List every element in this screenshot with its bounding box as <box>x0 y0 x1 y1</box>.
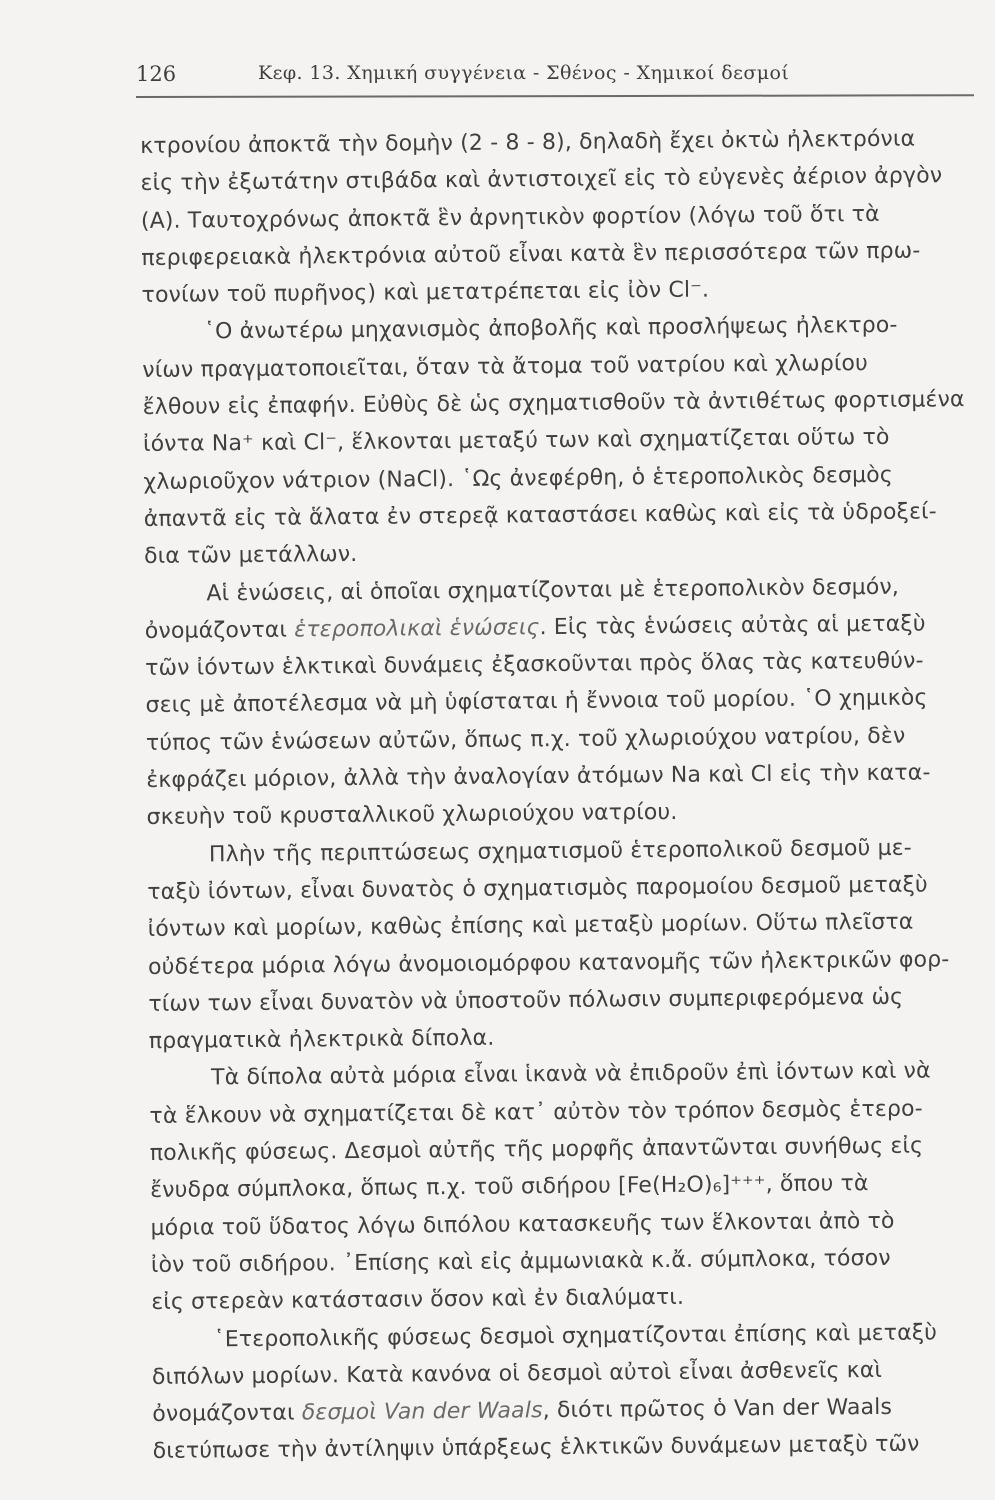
paragraph-first-line: Αἱ ἑνώσεις, αἱ ὁποῖαι σχηματίζονται μὲ ἑτεροπολικὸν δεσμόν, <box>206 574 900 606</box>
page-number: 126 <box>136 62 177 86</box>
text-line: εἰς τὴν ἐξωτάτην στιβάδα καὶ ἀντιστοιχεῖ εἰς τὸ εὐγενὲς ἀέριον ἀργὸν <box>140 163 943 197</box>
text-line: πολικῆς φύσεως. Δεσμοὶ αὐτῆς τῆς μορφῆς ἀπαντῶνται συνήθως εἰς <box>149 1133 924 1166</box>
text-line: εἰς στερεὰν κατάστασιν ὅσον καὶ ἐν διαλύματι. <box>151 1285 685 1316</box>
text-line: τονίων τοῦ πυρῆνος) καὶ μετατρέπεται εἰς ἰὸν Cl⁻. <box>141 277 710 309</box>
text-line: διπόλων μορίων. Κατὰ κανόνα οἱ δεσμοὶ αὐτοὶ εἶναι ἀσθενεῖς καὶ <box>151 1357 883 1390</box>
text-line: τὰ ἕλκουν νὰ σχηματίζεται δὲ κατ᾽ αὐτὸν τὸν τρόπον δεσμὸς ἑτερο- <box>149 1096 923 1129</box>
paragraph-first-line: ῾Ετεροπολικῆς φύσεως δεσμοὶ σχηματίζονται ἐπίσης καὶ μεταξὺ <box>213 1319 938 1352</box>
paragraph-first-line: Πλὴν τῆς περιπτώσεως σχηματισμοῦ ἑτεροπολικοῦ δεσμοῦ με- <box>208 835 912 868</box>
text-line: νίων πραγματοποιεῖται, ὅταν τὰ ἄτομα τοῦ νατρίου καὶ χλωρίου <box>142 350 869 383</box>
paragraph-first-line: Τὰ δίπολα αὐτὰ μόρια εἶναι ἱκανὰ νὰ ἐπιδροῦν ἐπὶ ἰόντων καὶ νὰ <box>211 1058 931 1091</box>
text-line: διετύπωσε τὴν ἀντίληψιν ὑπάρξεως ἑλκτικῶν δυνάμεων μεταξὺ τῶν <box>152 1431 920 1465</box>
text-line: ἔλθουν εἰς ἐπαφήν. Εὐθὺς δὲ ὡς σχηματισθοῦν τὰ ἀντιθέτως φορτισμένα <box>142 387 965 421</box>
italic-term: ἑτεροπολικαὶ ἑνώσεις <box>294 615 540 643</box>
text-line: ἔνυδρα σύμπλοκα, ὅπως π.χ. τοῦ σιδήρου [Fe(H₂O)₆]⁺⁺⁺, ὅπου τὰ <box>150 1171 869 1204</box>
text-line: ἰόντων καὶ μορίων, καθὼς ἐπίσης καὶ μεταξὺ μορίων. Οὕτω πλεῖστα <box>147 909 914 943</box>
body-text <box>140 120 993 1471</box>
paragraph-first-line: ῾Ο ἀνωτέρω μηχανισμὸς ἀποβολῆς καὶ προσλήψεως ἠλεκτρο- <box>203 313 898 345</box>
text-line: τύπος τῶν ἑνώσεων αὐτῶν, ὅπως π.χ. τοῦ χλωριούχου νατρίου, δὲν <box>145 723 906 756</box>
text-line: ἀπαντᾶ εἰς τὰ ἅλατα ἐν στερεᾷ καταστάσει καθὼς καὶ εἰς τὰ ὑδροξεί- <box>143 499 937 532</box>
text-line: ἰὸν τοῦ σιδήρου. ᾽Επίσης καὶ εἰς ἀμμωνιακὰ κ.ἄ. σύμπλοκα, τόσον <box>150 1245 891 1278</box>
text-line: σεις μὲ ἀποτέλεσμα νὰ μὴ ὑφίσταται ἡ ἔννοια τοῦ μορίου. ῾Ο χημικὸς <box>145 685 928 719</box>
text-line: (Α). Ταυτοχρόνως ἀποκτᾶ ἓν ἀρνητικὸν φορτίον (λόγω τοῦ ὅτι τὰ <box>140 201 880 234</box>
text-line: περιφερειακὰ ἠλεκτρόνια αὐτοῦ εἶναι κατὰ ἓν περισσότερα τῶν πρω- <box>141 238 921 271</box>
text-line: μόρια τοῦ ὕδατος λόγω διπόλου κατασκευῆς των ἕλκονται ἀπὸ τὸ <box>150 1208 895 1241</box>
italic-term: δεσμοὶ Van der Waals <box>301 1398 543 1426</box>
text-segment: ὀνομάζονται <box>144 617 295 644</box>
text-segment: . Εἰς τὰς ἑνώσεις αὐτὰς αἱ μεταξὺ <box>539 611 926 641</box>
text-line: τίων των εἶναι δυνατὸν νὰ ὑποστοῦν πόλωσιν συμπεριφερόμενα ὡς <box>148 984 904 1017</box>
text-line: δια τῶν μετάλλων. <box>143 542 358 570</box>
running-head: Κεφ. 13. Χημική συγγένεια - Σθένος - Χημικοί δεσμοί <box>258 62 790 84</box>
text-line: ἰόντα Na⁺ καὶ Cl⁻, ἕλκονται μεταξύ των καὶ σχηματίζεται οὕτω τὸ <box>142 425 890 458</box>
text-line: πραγματικὰ ἠλεκτρικὰ δίπολα. <box>148 1025 495 1055</box>
text-line: κτρονίου ἀποκτᾶ τὴν δομὴν (2 - 8 - 8), δηλαδὴ ἔχει ὀκτὼ ἠλεκτρόνια <box>140 126 916 159</box>
text-line: χλωριοῦχον νάτριον (NaCl). ῾Ως ἀνεφέρθη, ὁ ἑτεροπολικὸς δεσμὸς <box>143 462 893 495</box>
text-line: τῶν ἰόντων ἑλκτικαὶ δυνάμεις ἐξασκοῦνται πρὸς ὅλας τὰς κατευθύν- <box>145 648 924 682</box>
text-line: ταξὺ ἰόντων, εἶναι δυνατὸς ὁ σχηματισμὸς παρομοίου δεσμοῦ μεταξὺ <box>147 872 928 905</box>
text-line: οὐδέτερα μόρια λόγω ἀνομοιομόρφου κατανομῆς τῶν ἠλεκτρικῶν φορ- <box>147 946 950 980</box>
text-segment: ὀνομάζονται <box>152 1400 302 1428</box>
text-line: ἐκφράζει μόριον, ἀλλὰ τὴν ἀναλογίαν ἀτόμων Na καὶ Cl εἰς τὴν κατα- <box>146 760 931 794</box>
text-line: σκευὴν τοῦ κρυσταλλικοῦ χλωριούχου νατρίου. <box>146 800 678 831</box>
text-segment: , διότι πρῶτος ὁ Van der Waals <box>542 1394 893 1424</box>
